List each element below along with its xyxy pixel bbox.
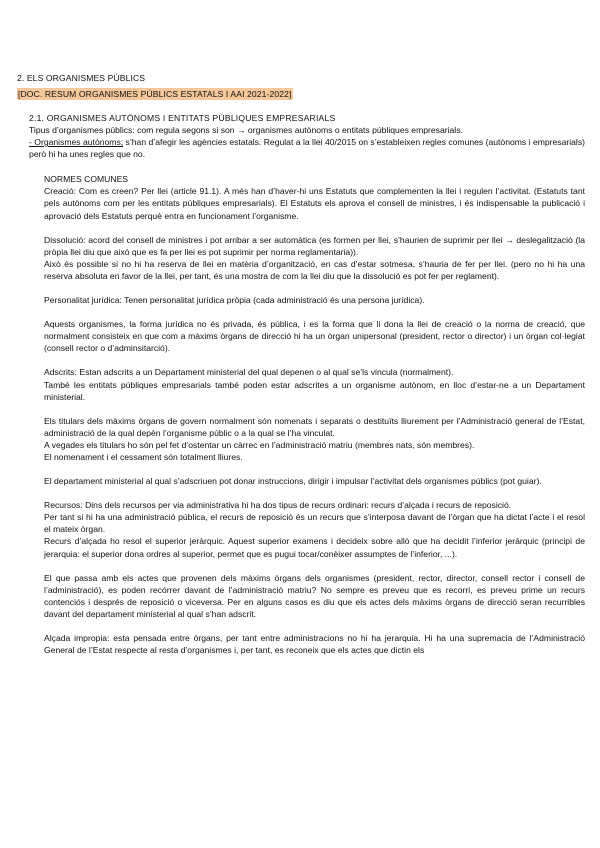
holders-paragraph-1: Els titulars dels màxims òrgans de govern normalment són nomenats i separats o destituïts lliurement per l’Administració general de l’Estat, administració de la qual depèn l’organisme públic o a la qual se l’ha vinculat. (44, 415, 585, 438)
holders-paragraph-2: A vegades els titulars ho són pel fet d’ostentar un càrrec en l’administració matriu (membres nats, són membres). (44, 439, 475, 450)
ministry-paragraph: El departament ministerial al qual s’adscriuen pot donar instruccions, dirigir i impulsar l’activitat dels organismes públics (pot guiar). (44, 476, 542, 487)
subsection-title: 2.1. ORGANISMES AUTÒNOMS I ENTITATS PÚBLIQUES EMPRESARIALS (29, 113, 336, 123)
attached-paragraph-1: Adscrits: Estan adscrits a un Departament ministerial del qual depenen o al qual se’ls vincula (normalment). (44, 367, 454, 378)
creation-paragraph: Creació: Com es creen? Per llei (article 91.1). A més han d’haver-hi uns Estatuts que complementen la llei i regulen l’activitat. (Estatuts tant pels autònoms com per les entitats públiques empresarials). El Estatuts els aprova el consell de ministres, i és indispensable la publicació i aprovació dels Estatuts perquè entra en funcionament l’organisme. (44, 186, 585, 221)
autonomous-rest: s’han d’afegir les agències estatals. Regulat a la llei 40/2015 on s’estableixen regles comunes (autònoms i empresarials) però hi ha unes regles que no. (29, 137, 585, 160)
common-rules-heading: NORMES COMUNES (44, 174, 129, 185)
dissolution-paragraph-1: Dissolució: acord del consell de ministres i pot arribar a ser automàtica (es formen per llei, s’haurien de suprimir per llei → deslegalització (la pròpia llei diu que això que es fa per llei es pot suprimir per norma reglamentaria)). (44, 234, 585, 257)
subsection-block (17, 112, 585, 160)
legal-form-paragraph: Aquests organismes, la forma jurídica no és privada, és pública, i es la forma que li dona la llei de creació o la norma de creació, que normalment consisteix en que com a màxims òrgans de direcció hi ha un òrgan unipersonal (president, rector o director) i un òrgan col·legiat (consell rector o d’adminsitarció). (44, 319, 585, 354)
common-rules-block (17, 173, 585, 656)
doc-label-highlight: [DOC. RESUM ORGANISMES PÚBLICS ESTATALS I AAI 2021-2022] (18, 89, 292, 99)
holders-paragraph-3: El nomenament i el cessament són totalment lliures. (44, 451, 243, 462)
section-title: 2. ELS ORGANISMES PÚBLICS (17, 73, 146, 83)
dissolution-paragraph-2: Això és possible si no hi ha reserva de llei en matèria d’organització, en cas d’estar sotmesa, s’hauria de fer per llei. (pero no hi ha una reserva absoluta en favor de la llei, per tant, és una mostra de com la llei diu que la dissolució es pot fer per reglament). (44, 258, 585, 281)
autonomous-paragraph (29, 136, 585, 160)
appeals-paragraph-1: Recursos: Dins dels recursos per via administrativa hi ha dos tipus de recurs ordinari: recurs d’alçada i recurs de reposició. (44, 500, 512, 511)
document-body (17, 72, 587, 656)
attached-paragraph-2: També les entitats públiques empresarials també poden estar adscrites a un organisme autònom, en lloc d’estar-ne a un Departament ministerial. (44, 379, 585, 402)
acts-paragraph: El que passa amb els actes que provenen dels màxims òrgans dels organismes (president, rector, director, consell rector i consell de l’administració), es poden recórrer davant de l’administració matriu? No sempre es preveu que es recorri, es preveu prime un recurs contenciós i després de reposició o viceversa. Per en alguns casos es diu que els actes dels màxims òrgans de direcció seran recurribles davant del departament ministerial al qual s’han adscrit. (44, 572, 585, 619)
appeals-paragraph-3: Recurs d’alçada ho resol el superior jeràrquic. Aquest superior examens i decideix sobre allò que ha decidit l’inferior jeràrquic (principi de jerarquia: el superior dona ordres al superior, permet que es pugui tocar/conèixer assumptes de l’inferior, ...). (44, 536, 585, 559)
appeals-paragraph-2: Per tant si hi ha una administració pública, el recurs de reposició és un recurs que s’interposa davant de l’òrgan que ha dictat l’acte i el resol el mateix òrgan. (44, 512, 585, 535)
intro-line: Tipus d’organismes públics: com regula segons si son → organismes autònoms o entitats públiques empresarials. (29, 125, 463, 135)
improper-appeal-paragraph: Alçada impropia: esta pensada entre òrgans, per tant entre administracions no hi ha jerarquia. Hi ha una supremacia de l’Administració General de l’Estat respecte al resta d’organismes i, per tant, es reconeix que els actes que dictin els (44, 633, 585, 656)
personality-paragraph: Personalitat jurídica: Tenen personalitat jurídica pròpia (cada administració és una persona jurídica). (44, 295, 425, 306)
autonomous-term: - Organismes autònoms; (29, 137, 124, 148)
